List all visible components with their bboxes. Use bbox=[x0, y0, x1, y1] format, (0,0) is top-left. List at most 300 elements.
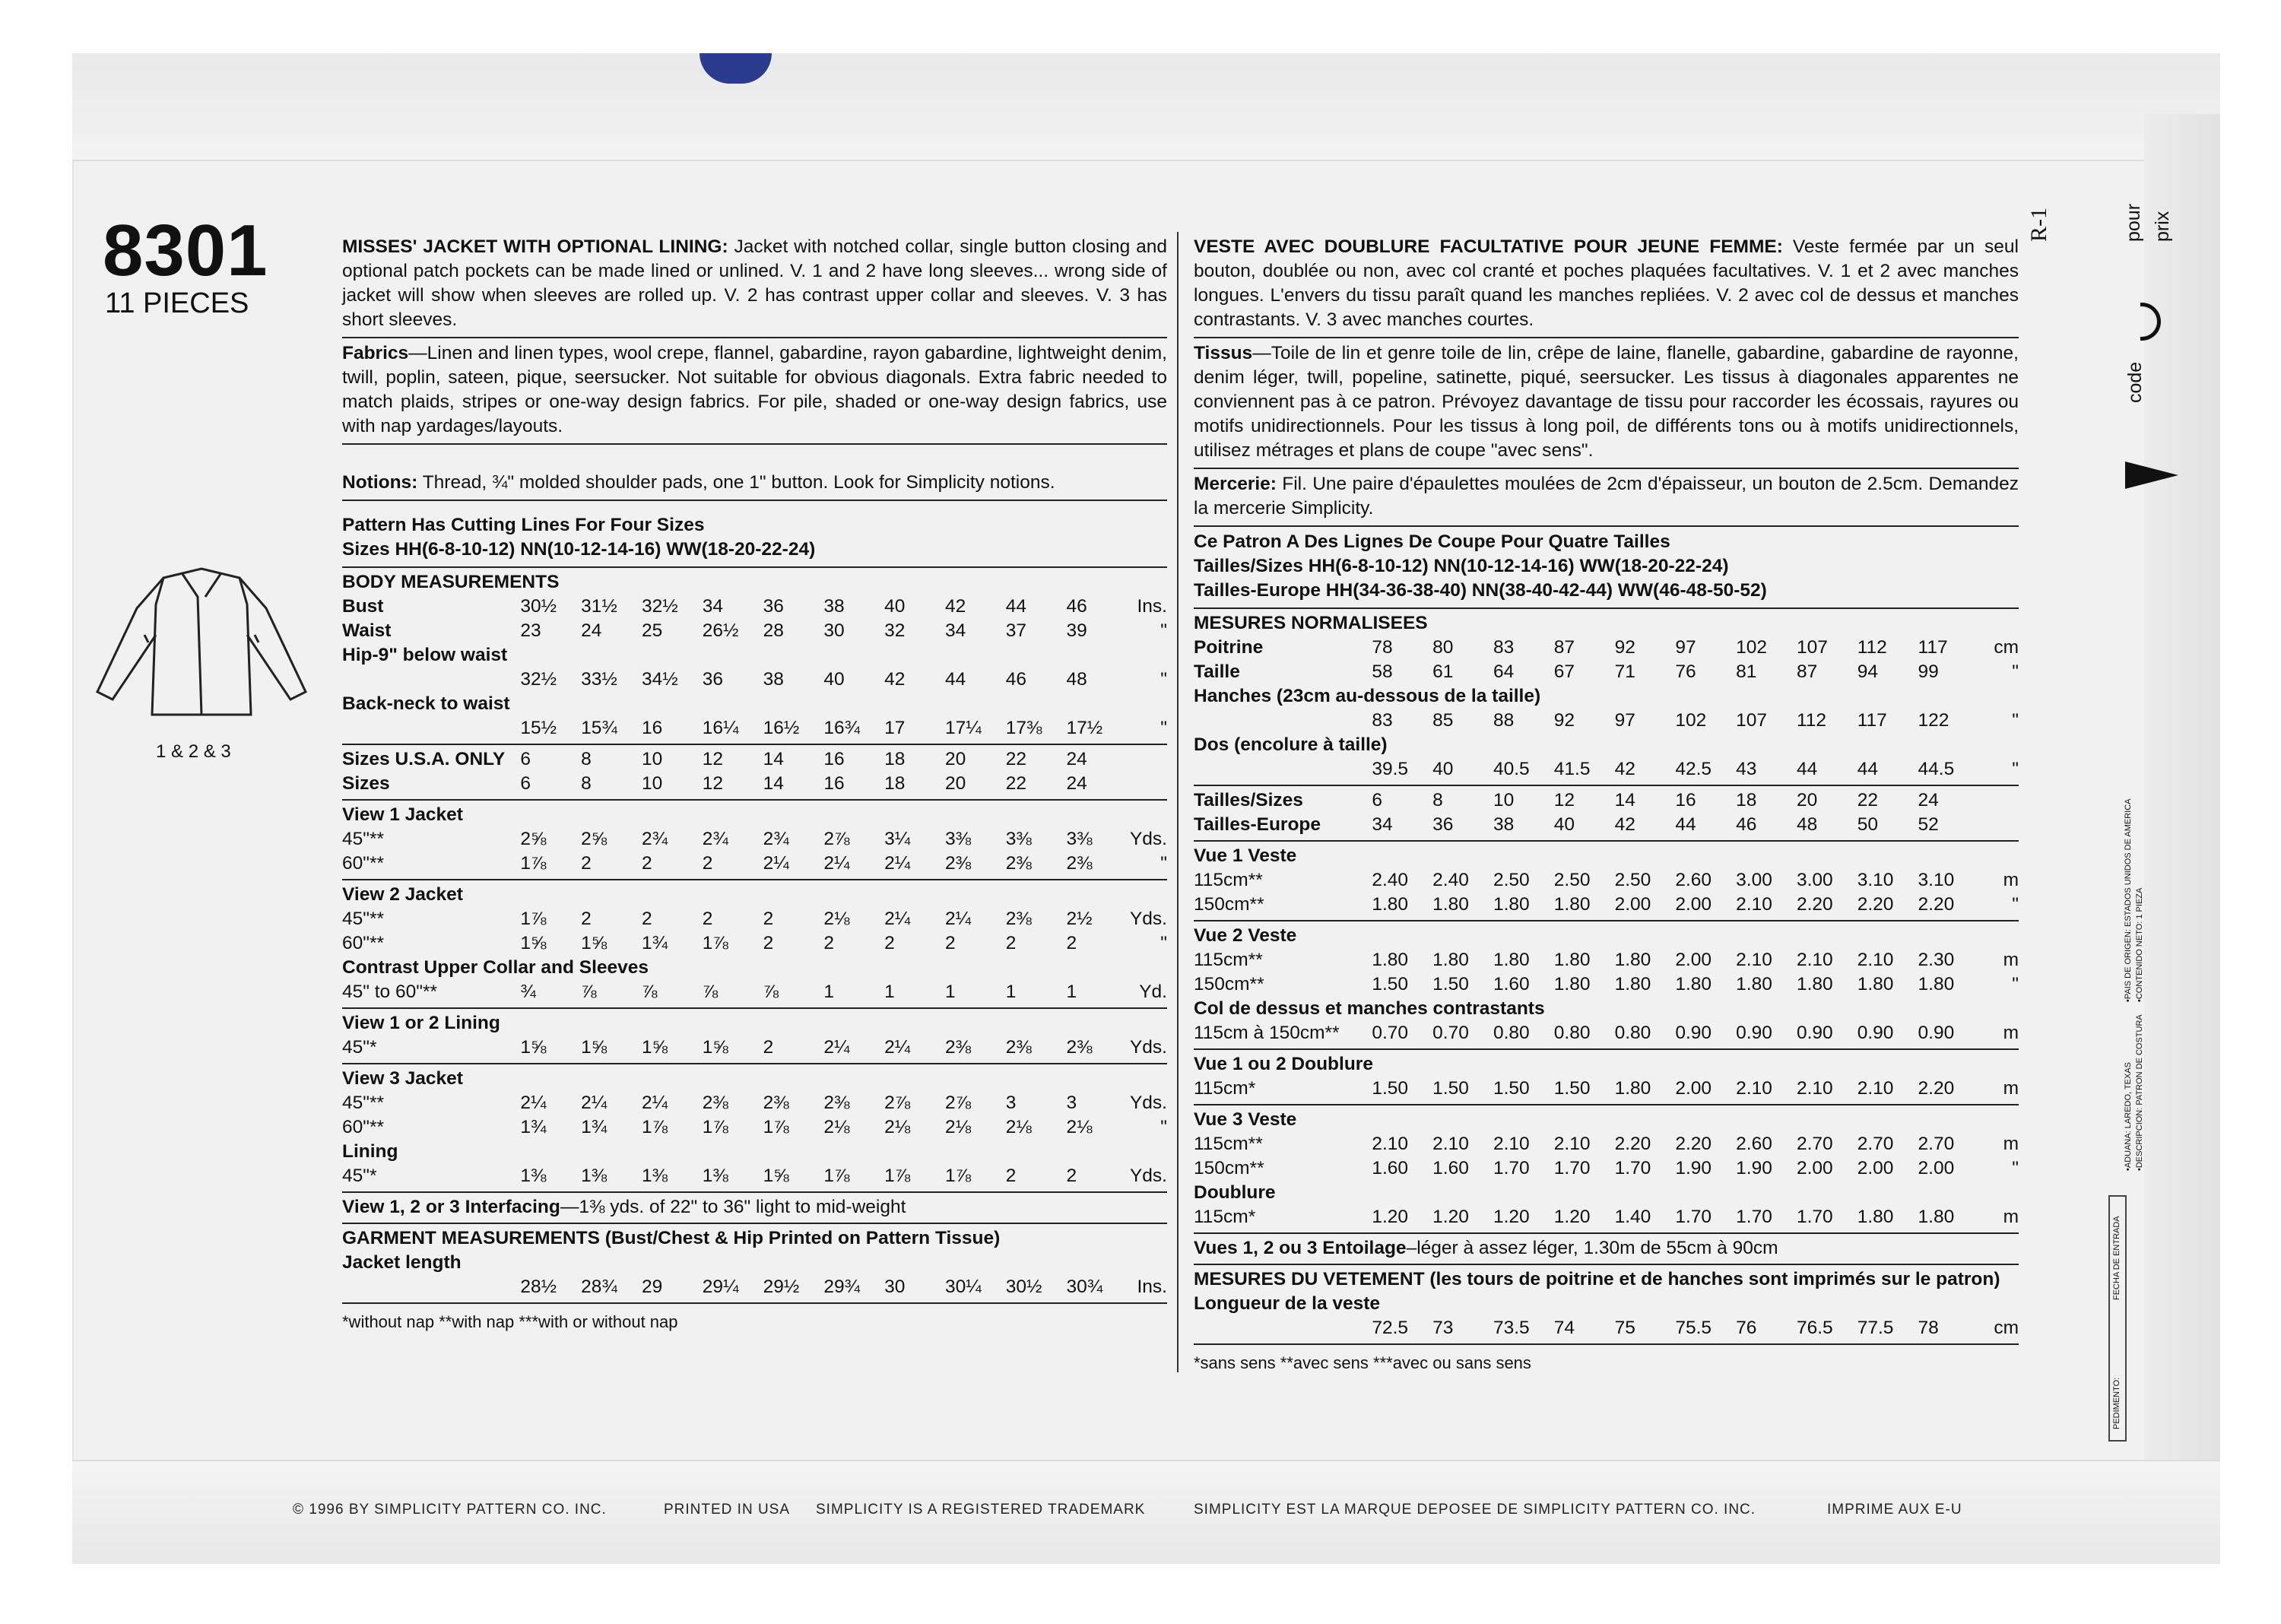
size-value: 36 bbox=[763, 596, 784, 617]
size-value: 2.10 bbox=[1736, 950, 1772, 970]
size-value: 1⅝ bbox=[581, 933, 608, 953]
yardage-row bbox=[1194, 972, 2019, 997]
hip-row bbox=[342, 668, 1167, 692]
unit-label: " bbox=[2012, 759, 2019, 779]
section-heading: View 2 Jacket bbox=[342, 884, 463, 905]
yardage-row bbox=[1194, 1132, 2019, 1156]
fabrics-text: —Linen and linen types, wool crepe, flannel, gabardine, rayon gabardine, lightweight denim, twill, poplin, sateen, pique, seersucker. Not suitable for obvious diagonals. Extra fabric needed to match plaids, stripes or one-way design fabrics. For pile, shaded or one-way design fabrics, use with nap yardages/layouts. bbox=[342, 343, 1167, 436]
size-value: 12 bbox=[702, 749, 724, 769]
size-value: 25 bbox=[641, 620, 663, 641]
section-heading: View 1 Jacket bbox=[342, 804, 463, 825]
size-value: 2.10 bbox=[1432, 1134, 1469, 1154]
size-value: 46 bbox=[1736, 814, 1757, 835]
back-row bbox=[1194, 757, 2019, 782]
cutting-lines-section bbox=[342, 501, 1167, 568]
size-value: 46 bbox=[1066, 596, 1087, 617]
size-value: 1.80 bbox=[1614, 950, 1651, 970]
row-label bbox=[342, 1275, 520, 1299]
size-value: 28 bbox=[763, 620, 784, 641]
notions-section bbox=[342, 445, 1167, 501]
size-value: 2⅜ bbox=[944, 1037, 972, 1058]
size-value: 92 bbox=[1614, 637, 1635, 658]
size-value: 2⅛ bbox=[1066, 1117, 1093, 1137]
section-heading: View 3 Jacket bbox=[342, 1068, 463, 1089]
yardage-row bbox=[1194, 1156, 2019, 1181]
size-value: 44 bbox=[944, 669, 966, 690]
size-value: 2¾ bbox=[641, 829, 668, 849]
size-value: 22 bbox=[1005, 749, 1027, 769]
size-value: 1.80 bbox=[1553, 974, 1591, 994]
size-value: 40.5 bbox=[1493, 759, 1530, 779]
section-heading: Vue 3 Veste bbox=[1194, 1109, 1297, 1130]
side-descripcion: •DESCRIPCION: PATRON DE COSTURA bbox=[2135, 1014, 2144, 1171]
side-pour: pour bbox=[2123, 203, 2144, 242]
row-label: Bust bbox=[342, 596, 384, 617]
body-measurements bbox=[342, 568, 1167, 745]
size-value: 2¼ bbox=[581, 1093, 608, 1113]
row-label: 60"** bbox=[342, 1117, 385, 1137]
size-value: 3.00 bbox=[1736, 870, 1772, 890]
side-code-r1: R-1 bbox=[2026, 208, 2051, 242]
size-value: 34 bbox=[944, 620, 966, 641]
size-value: 0.80 bbox=[1553, 1023, 1591, 1043]
size-value: 2.00 bbox=[1796, 1158, 1833, 1178]
size-value: 3⅜ bbox=[1005, 829, 1032, 849]
unit-label: " bbox=[2012, 894, 2019, 915]
size-value: 30½ bbox=[1005, 1277, 1042, 1297]
size-value: 2.00 bbox=[1675, 950, 1712, 970]
section-heading: Vue 1 Veste bbox=[1194, 845, 1297, 866]
measurement-tables-fr bbox=[1194, 609, 2019, 1375]
size-value: 122 bbox=[1918, 710, 1949, 731]
size-value: 6 bbox=[520, 749, 531, 769]
envelope-flap bbox=[72, 53, 2220, 161]
unit-label: " bbox=[2012, 974, 2019, 994]
size-value: 2.20 bbox=[1796, 894, 1833, 915]
size-value: 3¼ bbox=[884, 829, 911, 849]
description-title: MISSES' JACKET WITH OPTIONAL LINING: bbox=[342, 236, 728, 257]
row-label: Tailles/Sizes bbox=[1194, 790, 1303, 810]
size-value: 1.80 bbox=[1918, 974, 1955, 994]
section-heading: Longueur de la veste bbox=[1194, 1293, 1381, 1314]
size-value: 8 bbox=[581, 773, 592, 794]
size-value: 22 bbox=[1857, 790, 1879, 810]
size-value: 102 bbox=[1736, 637, 1768, 658]
size-value: 30¼ bbox=[944, 1277, 982, 1297]
back-heading bbox=[342, 692, 1167, 716]
contrast-heading bbox=[1194, 997, 2019, 1021]
row-label: 150cm** bbox=[1194, 894, 1264, 915]
size-value: 3 bbox=[1005, 1093, 1017, 1113]
french-column bbox=[1194, 232, 2019, 1375]
size-value: 3.10 bbox=[1918, 870, 1955, 890]
row-label bbox=[1194, 709, 1372, 733]
garment-section bbox=[342, 1224, 1167, 1304]
size-value: 2 bbox=[944, 933, 956, 953]
yardage-row bbox=[342, 1115, 1167, 1140]
size-value: 17¼ bbox=[944, 718, 982, 738]
fabrics-title-fr: Tissus bbox=[1194, 343, 1253, 363]
row-label: Waist bbox=[342, 620, 392, 641]
size-value: 44 bbox=[1796, 759, 1818, 779]
size-value: 15½ bbox=[520, 718, 557, 738]
cutting-lines-sizes-fr: Tailles/Sizes HH(6-8-10-12) NN(10-12-14-16) WW(18-20-22-24) bbox=[1194, 556, 1729, 576]
size-value: 3⅜ bbox=[944, 829, 972, 849]
size-value: 2¼ bbox=[823, 853, 850, 874]
size-value: 1 bbox=[823, 982, 834, 1002]
section-heading: Col de dessus et manches contrastants bbox=[1194, 998, 1545, 1019]
unit-label: m bbox=[2003, 1023, 2019, 1043]
yardage-row bbox=[342, 827, 1167, 852]
size-value: 30¾ bbox=[1066, 1277, 1103, 1297]
size-value: 1⅝ bbox=[520, 1037, 547, 1058]
length-heading bbox=[342, 1251, 1167, 1275]
size-value: 1.50 bbox=[1372, 1078, 1409, 1099]
size-value: 2.40 bbox=[1372, 870, 1409, 890]
size-value: 2¼ bbox=[884, 853, 911, 874]
yardage-row bbox=[342, 852, 1167, 876]
cutting-lines-title-fr: Ce Patron A Des Lignes De Coupe Pour Quatre Tailles bbox=[1194, 531, 1670, 552]
row-label: 115cm à 150cm** bbox=[1194, 1023, 1340, 1043]
size-value: 1.50 bbox=[1553, 1078, 1591, 1099]
description-text-fr: Veste fermée par un seul bouton, doublée ou non, avec col cranté et poches plaquées facultatives. V. 1 et 2 avec manches longues. L'envers du tissu paraît quand les manches repliées. V. 2 avec col de dessus et manches contrastants. V. 3 avec manches courtes. bbox=[1194, 236, 2019, 330]
size-value: 28¾ bbox=[581, 1277, 617, 1297]
unit-label: " bbox=[1160, 853, 1167, 874]
size-value: 2 bbox=[763, 909, 774, 929]
size-value: 18 bbox=[884, 749, 906, 769]
size-value: 17 bbox=[884, 718, 906, 738]
section-heading: Vue 1 ou 2 Doublure bbox=[1194, 1054, 1373, 1074]
row-label: Taille bbox=[1194, 661, 1240, 682]
unit-label: m bbox=[2003, 870, 2019, 890]
length-row bbox=[342, 1275, 1167, 1299]
size-value: 1.80 bbox=[1796, 974, 1833, 994]
size-value: 2⅜ bbox=[763, 1093, 789, 1113]
unit-label: Yds. bbox=[1129, 829, 1167, 849]
size-value: 2⅛ bbox=[823, 909, 850, 929]
size-value: 2⅜ bbox=[1005, 1037, 1032, 1058]
size-value: 16¾ bbox=[823, 718, 861, 738]
size-value: 1⅞ bbox=[520, 853, 547, 874]
size-value: 52 bbox=[1918, 814, 1939, 835]
sizes-row bbox=[342, 772, 1167, 796]
section-heading: Doublure bbox=[1194, 1182, 1276, 1203]
size-value: 2⅞ bbox=[884, 1093, 911, 1113]
size-value: 12 bbox=[702, 773, 724, 794]
size-value: 31½ bbox=[581, 596, 617, 617]
size-value: 34 bbox=[1372, 814, 1393, 835]
unit-label: Ins. bbox=[1137, 1277, 1167, 1297]
cutting-lines-sizes: Sizes HH(6-8-10-12) NN(10-12-14-16) WW(18-20-22-24) bbox=[342, 539, 816, 560]
yardage-row bbox=[1194, 893, 2019, 917]
size-value: 32½ bbox=[520, 669, 557, 690]
size-value: 2.00 bbox=[1614, 894, 1651, 915]
unit-label bbox=[1127, 747, 1167, 772]
cutting-lines-section-fr bbox=[1194, 527, 2019, 609]
size-value: 2⅜ bbox=[1005, 853, 1032, 874]
size-value: 107 bbox=[1736, 710, 1768, 731]
size-value: 1⅝ bbox=[641, 1037, 668, 1058]
size-value: 8 bbox=[581, 749, 592, 769]
row-label: 115cm* bbox=[1194, 1078, 1256, 1099]
size-value: 2.10 bbox=[1796, 950, 1833, 970]
size-value: 58 bbox=[1372, 661, 1393, 682]
side-prix: prix bbox=[2152, 211, 2173, 242]
back-heading bbox=[1194, 733, 2019, 757]
footer-imprime: IMPRIME AUX E-U bbox=[1827, 1502, 1962, 1518]
size-value: 2 bbox=[641, 853, 652, 874]
size-value: 2.10 bbox=[1796, 1078, 1833, 1099]
pattern-number: 8301 bbox=[103, 210, 268, 291]
description-title-fr: VESTE AVEC DOUBLURE FACULTATIVE POUR JEUNE FEMME: bbox=[1194, 236, 1783, 257]
size-value: 1.80 bbox=[1553, 894, 1591, 915]
size-value: 1.80 bbox=[1675, 974, 1712, 994]
size-value: 39.5 bbox=[1372, 759, 1409, 779]
size-value: 24 bbox=[1066, 749, 1087, 769]
size-value: 1.50 bbox=[1372, 974, 1409, 994]
view2-section bbox=[1194, 921, 2019, 1050]
size-value: 8 bbox=[1432, 790, 1443, 810]
size-value: 24 bbox=[1918, 790, 1939, 810]
size-value: 0.90 bbox=[1736, 1023, 1772, 1043]
size-value: 2.10 bbox=[1553, 1134, 1591, 1154]
size-value: 1¾ bbox=[581, 1117, 608, 1137]
size-value: 1.70 bbox=[1493, 1158, 1530, 1178]
size-value: 102 bbox=[1675, 710, 1707, 731]
size-value: 76 bbox=[1736, 1318, 1757, 1338]
size-value: 0.70 bbox=[1372, 1023, 1409, 1043]
size-value: 2.00 bbox=[1675, 1078, 1712, 1099]
view1-heading bbox=[342, 803, 1167, 827]
size-value: 1⅞ bbox=[520, 909, 547, 929]
size-value: 3 bbox=[1066, 1093, 1077, 1113]
size-value: 42 bbox=[1614, 814, 1635, 835]
fabrics-section-fr bbox=[1194, 338, 2019, 469]
size-value: 2 bbox=[1005, 1166, 1017, 1186]
size-value: 2⅜ bbox=[944, 853, 972, 874]
notions-text-fr: Fil. Une paire d'épaulettes moulées de 2cm d'épaisseur, un bouton de 2.5cm. Demandez la mercerie Simplicity. bbox=[1194, 474, 2019, 519]
lining12-section bbox=[342, 1009, 1167, 1064]
footer-trademark: SIMPLICITY IS A REGISTERED TRADEMARK bbox=[816, 1502, 1146, 1518]
size-value: 2¼ bbox=[884, 1037, 911, 1058]
size-value: 2 bbox=[884, 933, 895, 953]
interfacing-text: –léger à assez léger, 1.30m de 55cm à 90cm bbox=[1406, 1238, 1778, 1258]
section-heading: Dos (encolure à taille) bbox=[1194, 734, 1388, 755]
size-value: 2.10 bbox=[1736, 894, 1772, 915]
english-column bbox=[342, 232, 1167, 1334]
size-value: 2.50 bbox=[1553, 870, 1591, 890]
size-value: 14 bbox=[763, 773, 784, 794]
size-value: 38 bbox=[763, 669, 784, 690]
size-value: 97 bbox=[1675, 637, 1696, 658]
size-value: 61 bbox=[1432, 661, 1454, 682]
size-value: 2.30 bbox=[1918, 950, 1955, 970]
size-value: 2.60 bbox=[1736, 1134, 1772, 1154]
size-value: ¾ bbox=[520, 982, 536, 1002]
size-value: 40 bbox=[1432, 759, 1454, 779]
size-value: 78 bbox=[1918, 1318, 1939, 1338]
size-value: 48 bbox=[1066, 669, 1087, 690]
size-value: 0.90 bbox=[1918, 1023, 1955, 1043]
view1-section bbox=[1194, 842, 2019, 921]
size-value: 0.80 bbox=[1493, 1023, 1530, 1043]
lining12-heading bbox=[342, 1011, 1167, 1036]
size-value: 16 bbox=[823, 773, 845, 794]
size-value: 1.60 bbox=[1372, 1158, 1409, 1178]
size-value: 1¾ bbox=[641, 933, 668, 953]
unit-label: " bbox=[2012, 1158, 2019, 1178]
size-value: 48 bbox=[1796, 814, 1818, 835]
size-value: 30 bbox=[884, 1277, 906, 1297]
size-value: 2⅛ bbox=[823, 1117, 850, 1137]
unit-label: " bbox=[1160, 1117, 1167, 1137]
size-value: 1⅞ bbox=[823, 1166, 850, 1186]
size-value: 1.80 bbox=[1614, 974, 1651, 994]
size-value: 16 bbox=[823, 749, 845, 769]
size-value: 1.60 bbox=[1432, 1158, 1469, 1178]
side-fecha: FECHA DE ENTRADA bbox=[2112, 1216, 2121, 1300]
unit-label: m bbox=[2003, 1078, 2019, 1099]
row-label bbox=[342, 716, 520, 741]
size-value: 32 bbox=[884, 620, 906, 641]
size-value: 2.60 bbox=[1675, 870, 1712, 890]
size-value: 1.50 bbox=[1493, 1078, 1530, 1099]
yardage-row bbox=[342, 1091, 1167, 1115]
size-value: 1⅜ bbox=[702, 1166, 728, 1186]
interfacing-section bbox=[342, 1193, 1167, 1224]
size-value: 44 bbox=[1857, 759, 1879, 779]
unit-label: " bbox=[1160, 718, 1167, 738]
size-value: 1.80 bbox=[1432, 950, 1469, 970]
size-value: 2.00 bbox=[1918, 1158, 1955, 1178]
size-value: 2⅜ bbox=[1066, 1037, 1093, 1058]
row-label: 45" to 60"** bbox=[342, 982, 438, 1002]
size-value: 2.50 bbox=[1614, 870, 1651, 890]
size-value: 38 bbox=[1493, 814, 1515, 835]
view3-section bbox=[342, 1064, 1167, 1193]
size-value: 1.40 bbox=[1614, 1207, 1651, 1227]
side-code-label: code bbox=[2124, 361, 2146, 403]
yardage-row bbox=[1194, 868, 2019, 893]
size-value: 1.80 bbox=[1553, 950, 1591, 970]
unit-label: Yds. bbox=[1129, 1093, 1167, 1113]
size-value: 2.20 bbox=[1918, 1078, 1955, 1099]
size-value: 29¾ bbox=[823, 1277, 861, 1297]
unit-label: m bbox=[2003, 1134, 2019, 1154]
size-value: 29 bbox=[641, 1277, 663, 1297]
sizes-section bbox=[342, 745, 1167, 801]
size-value: 29¼ bbox=[702, 1277, 739, 1297]
size-value: 20 bbox=[1796, 790, 1818, 810]
size-value: 2⅞ bbox=[823, 829, 850, 849]
size-value: 1 bbox=[944, 982, 956, 1002]
hip-row bbox=[1194, 709, 2019, 733]
size-value: 1.20 bbox=[1553, 1207, 1591, 1227]
row-label: 45"** bbox=[342, 829, 385, 849]
yardage-row bbox=[342, 1164, 1167, 1188]
unit-label: cm bbox=[1994, 1318, 2019, 1338]
unit-label: m bbox=[2003, 1207, 2019, 1227]
interfacing-title: View 1, 2 or 3 Interfacing bbox=[342, 1197, 560, 1217]
row-label: 115cm** bbox=[1194, 870, 1263, 890]
size-value: 37 bbox=[1005, 620, 1027, 641]
size-value: 87 bbox=[1553, 637, 1575, 658]
sizes-row bbox=[1194, 813, 2019, 837]
size-value: 41.5 bbox=[1553, 759, 1591, 779]
size-value: 14 bbox=[763, 749, 784, 769]
unit-label: " bbox=[1160, 669, 1167, 690]
size-value: 40 bbox=[1553, 814, 1575, 835]
size-value: 44 bbox=[1005, 596, 1027, 617]
size-value: 14 bbox=[1614, 790, 1635, 810]
unit-label bbox=[1978, 813, 2019, 837]
arrow-mark-icon bbox=[2125, 462, 2178, 489]
notions-text: Thread, ¾" molded shoulder pads, one 1" button. Look for Simplicity notions. bbox=[422, 472, 1055, 493]
size-value: 1⅞ bbox=[884, 1166, 911, 1186]
size-value: 2⅝ bbox=[581, 829, 608, 849]
size-value: 2.10 bbox=[1857, 1078, 1894, 1099]
size-value: 67 bbox=[1553, 661, 1575, 682]
size-value: 97 bbox=[1614, 710, 1635, 731]
back-row bbox=[342, 716, 1167, 741]
size-value: 1.60 bbox=[1493, 974, 1530, 994]
interfacing-text: —1⅜ yds. of 22" to 36" light to mid-weight bbox=[560, 1197, 906, 1217]
fabrics-text-fr: —Toile de lin et genre toile de lin, crêpe de laine, flanelle, gabardine, gabardine de rayonne, denim léger, twill, popeline, satinette, piqué, seersucker. Les tissus à diagonales apparentes ne conviennent pas à ce patron. Prévoyez davantage de tissu pour raccorder les écossais, rayures ou motifs unidirectionnels. Pour les tissus à long poil, de différents tons ou à motifs unidirectionnels, utilisez métrages et plans de coupe "avec sens". bbox=[1194, 343, 2019, 461]
yardage-row bbox=[1194, 1205, 2019, 1229]
side-origin: •PAIS DE ORIGEN: ESTADOS UNIDOS DE AMERICA bbox=[2124, 798, 2133, 1002]
unit-label: Yds. bbox=[1129, 909, 1167, 929]
size-value: 44 bbox=[1675, 814, 1696, 835]
footnote: *without nap **with nap ***with or without nap bbox=[342, 1312, 678, 1331]
size-value: 2 bbox=[763, 933, 774, 953]
section-heading: View 1 or 2 Lining bbox=[342, 1013, 500, 1033]
size-value: 2 bbox=[641, 909, 652, 929]
size-value: 32½ bbox=[641, 596, 678, 617]
row-label: 115cm** bbox=[1194, 950, 1263, 970]
size-value: 2.70 bbox=[1857, 1134, 1894, 1154]
yardage-row bbox=[1194, 1021, 2019, 1045]
size-value: 2¼ bbox=[944, 909, 972, 929]
row-label: Sizes U.S.A. ONLY bbox=[342, 749, 506, 769]
size-value: 1.90 bbox=[1675, 1158, 1712, 1178]
footer-printed: PRINTED IN USA bbox=[664, 1502, 791, 1518]
size-value: 1.20 bbox=[1372, 1207, 1409, 1227]
yardage-row bbox=[1194, 1077, 2019, 1101]
size-value: 18 bbox=[884, 773, 906, 794]
size-value: 73 bbox=[1432, 1318, 1454, 1338]
side-pedimento: PEDIMENTO: bbox=[2112, 1377, 2121, 1429]
yardage-row bbox=[342, 907, 1167, 931]
section-heading: Vue 2 Veste bbox=[1194, 925, 1297, 946]
size-value: 2¼ bbox=[641, 1093, 668, 1113]
size-value: 2.20 bbox=[1675, 1134, 1712, 1154]
hip-heading bbox=[1194, 684, 2019, 709]
size-value: 76.5 bbox=[1796, 1318, 1833, 1338]
size-value: 2⅝ bbox=[520, 829, 547, 849]
size-value: 1.80 bbox=[1857, 1207, 1894, 1227]
size-value: 6 bbox=[520, 773, 531, 794]
notions-title-fr: Mercerie: bbox=[1194, 474, 1277, 494]
size-value: 1.70 bbox=[1796, 1207, 1833, 1227]
size-value: 2 bbox=[581, 853, 592, 874]
size-value: 73.5 bbox=[1493, 1318, 1530, 1338]
size-value: 15¾ bbox=[581, 718, 617, 738]
size-value: 2 bbox=[702, 909, 713, 929]
size-value: 2¼ bbox=[884, 909, 911, 929]
view1-heading bbox=[1194, 844, 2019, 868]
size-value: 64 bbox=[1493, 661, 1515, 682]
view2-heading bbox=[342, 883, 1167, 907]
